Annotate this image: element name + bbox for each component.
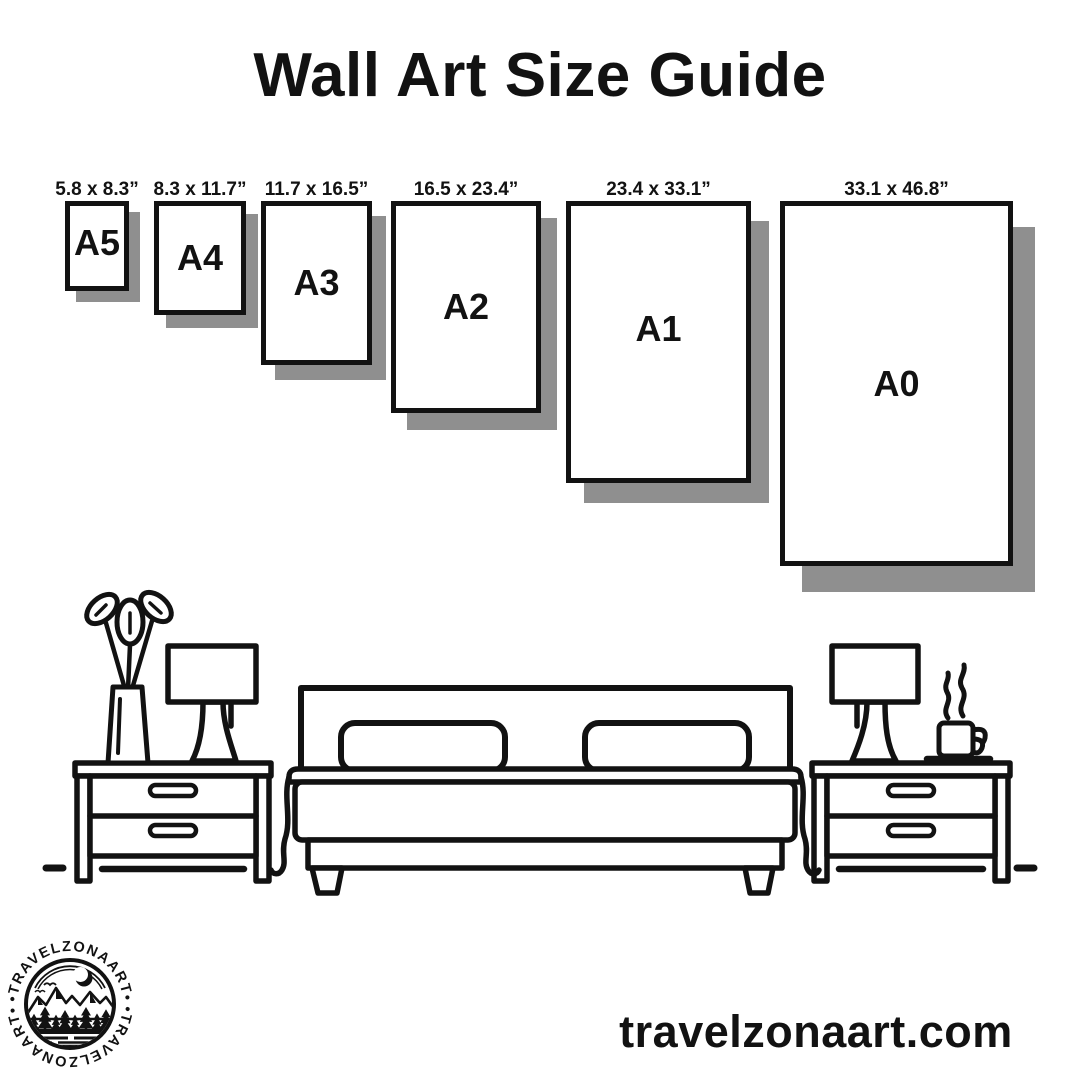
size-card-a1 xyxy=(566,179,751,483)
bed-icon xyxy=(271,688,819,893)
logo-arc-text-bottom: •TRAVELZONAART• xyxy=(4,1005,136,1070)
vase-icon xyxy=(81,587,176,763)
coffee-cup-icon xyxy=(927,665,990,759)
size-card-a5 xyxy=(55,179,139,291)
lamp-left-icon xyxy=(168,646,256,761)
lamp-right-icon xyxy=(832,646,918,761)
brand-logo xyxy=(0,933,142,1075)
page-title: Wall Art Size Guide xyxy=(253,41,827,110)
mountains-icon xyxy=(24,988,116,1019)
bird-icon xyxy=(44,983,56,985)
bedroom-illustration-icon xyxy=(40,585,1040,915)
size-card-a3 xyxy=(261,179,372,365)
size-dimensions-a4: 8.3 x 11.7” xyxy=(153,179,247,200)
nightstand-right-icon xyxy=(812,763,1010,881)
size-name-a0: A0 xyxy=(873,362,920,404)
size-name-a2: A2 xyxy=(442,286,490,327)
size-name-a4: A4 xyxy=(176,237,224,278)
size-card-a0 xyxy=(780,179,1013,566)
size-name-a5: A5 xyxy=(73,222,121,263)
size-card-a2 xyxy=(391,179,541,413)
size-card-a4 xyxy=(153,179,247,315)
bird-icon xyxy=(35,991,45,993)
size-dimensions-a2: 16.5 x 23.4” xyxy=(413,179,519,200)
website-url: travelzonaart.com xyxy=(619,1006,1013,1057)
nightstand-left-icon xyxy=(75,763,271,881)
size-dimensions-a3: 11.7 x 16.5” xyxy=(264,179,369,200)
size-name-a1: A1 xyxy=(635,308,682,349)
size-dimensions-a0: 33.1 x 46.8” xyxy=(844,179,949,200)
size-dimensions-a1: 23.4 x 33.1” xyxy=(606,179,711,200)
logo-arc-text-top: •TRAVELZONAART• xyxy=(4,938,136,1003)
size-dimensions-a5: 5.8 x 8.3” xyxy=(55,179,139,200)
moon-icon xyxy=(73,967,93,987)
size-name-a3: A3 xyxy=(293,262,340,303)
